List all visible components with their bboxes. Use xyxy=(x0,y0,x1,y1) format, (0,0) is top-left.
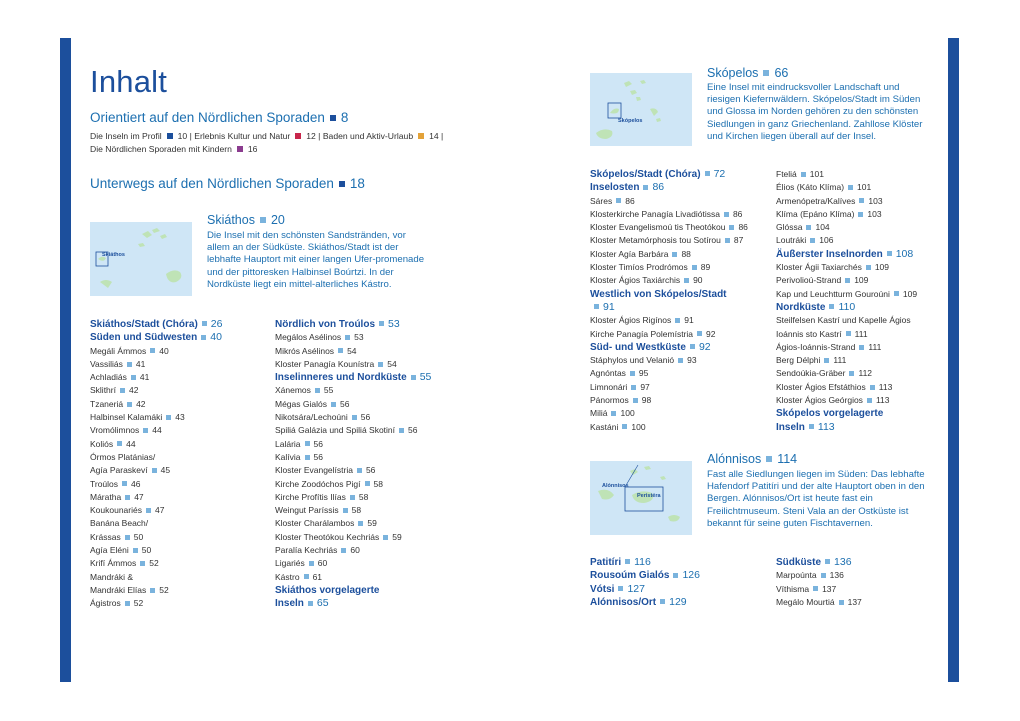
page-marker-icon xyxy=(308,601,313,606)
index-entry[interactable]: Achladiás 41 xyxy=(90,372,150,383)
index-entry[interactable]: Kloster Charálambos 59 xyxy=(275,518,377,529)
alonnisos-title[interactable]: Alónnisos 114 xyxy=(707,452,798,466)
page-marker-icon xyxy=(150,588,155,593)
index-heading[interactable]: Äußerster Inselnorden 108 xyxy=(776,247,914,260)
index-heading[interactable]: Skiáthos vorgelagerte xyxy=(275,584,380,596)
page-marker-icon xyxy=(846,331,851,336)
index-heading[interactable]: Alónnisos/Ort 129 xyxy=(590,595,687,608)
page-marker-icon xyxy=(611,411,616,416)
index-entry[interactable]: Ágistros 52 xyxy=(90,598,144,609)
unterwegs-heading[interactable]: Unterwegs auf den Nördlichen Sporaden 18 xyxy=(90,176,365,191)
index-heading[interactable]: 91 xyxy=(590,301,775,314)
page-marker-icon xyxy=(411,375,416,380)
page-marker-icon xyxy=(146,508,151,513)
index-entry[interactable]: Krássas 50 xyxy=(90,531,144,542)
index-entry[interactable]: Ágios-Ioánnis-Strand 111 xyxy=(776,341,882,352)
index-entry[interactable]: Spiliá Galázia und Spiliá Skotiní 56 xyxy=(275,425,418,436)
page-marker-icon xyxy=(724,212,729,217)
skopelos-map-label: Skópelos xyxy=(618,118,643,124)
index-heading[interactable]: Patitíri 116 xyxy=(590,556,651,568)
skiathos-title[interactable]: Skiáthos 20 xyxy=(207,213,285,227)
page-marker-icon xyxy=(150,348,155,353)
page-marker-icon xyxy=(338,348,343,353)
index-entry[interactable]: Kastáni 100 xyxy=(590,421,646,432)
page-marker-icon xyxy=(859,345,864,350)
page-marker-icon xyxy=(643,185,648,190)
index-entry[interactable]: Kirche Profítis Ilías 58 xyxy=(275,491,369,502)
page-marker-icon xyxy=(809,424,814,429)
page-marker-icon xyxy=(125,535,130,540)
index-heading[interactable]: Inselinneres und Nordküste 55 xyxy=(275,371,432,384)
skiathos-description: Die Insel mit den schönsten Sandstränden, vor allem an der Südküste. Skiáthos/Stadt ist der lebhafte Hauptort mit einer langen Ufer-promenade und der pittoresken Halbinsel Boúrtzi. In der Nordküste liegt ein mittel-alterliches Kástro. xyxy=(207,230,425,290)
index-heading[interactable]: Nördlich von Troúlos 53 xyxy=(275,318,400,330)
index-entry[interactable]: Vromólimnos 44 xyxy=(90,425,162,436)
index-entry[interactable]: Kloster Ágios Rigínos 91 xyxy=(590,315,694,326)
page-marker-icon xyxy=(821,573,826,578)
page-marker-icon xyxy=(352,415,357,420)
index-entry[interactable]: Élios (Káto Klíma) 101 xyxy=(776,182,872,193)
index-entry[interactable]: Vassiliás 41 xyxy=(90,358,146,369)
left-edge-bar xyxy=(60,38,71,682)
intro-page-number: 14 xyxy=(429,131,439,141)
color-marker-icon xyxy=(167,133,173,139)
page-marker-icon xyxy=(678,358,683,363)
intro-link[interactable]: Die Inseln im Profil xyxy=(90,131,162,141)
index-entry[interactable]: Berg Délphi 111 xyxy=(776,355,847,366)
skopelos-map xyxy=(590,73,692,146)
index-entry[interactable]: Stáphylos und Velanió 93 xyxy=(590,355,697,366)
index-entry[interactable]: Kloster Ágii Taxiarchés 109 xyxy=(776,262,890,273)
page-marker-icon xyxy=(383,535,388,540)
page-marker-icon xyxy=(131,375,136,380)
index-entry[interactable]: Kloster Ágios Taxiárchis 90 xyxy=(590,275,703,286)
index-entry[interactable]: Mikrós Asélinos 54 xyxy=(275,345,357,356)
index-entry[interactable]: Troúlos 46 xyxy=(90,478,141,489)
page-marker-icon xyxy=(117,441,122,446)
page-marker-icon xyxy=(870,385,875,390)
index-entry[interactable]: Paralía Kechriás 60 xyxy=(275,545,360,556)
index-heading[interactable]: Inseln 65 xyxy=(275,597,329,610)
page-marker-icon xyxy=(725,238,730,243)
intro-page-number: 10 xyxy=(177,131,188,141)
alonnisos-description: Fast alle Siedlungen liegen im Süden: Das lebhafte Hafendorf Patitíri und der alte Hauptort oben in den Bergen. Alónnisos/Ort ist heute fast ein Freilichtmuseum. Steni Vala an der Ostküste ist bekannt für seine guten Fischtavernen. xyxy=(707,469,925,529)
index-entry[interactable]: Kloster Ágios Geórgios 113 xyxy=(776,395,890,406)
index-entry[interactable]: Kloster Theotókou Kechriás 59 xyxy=(275,531,402,542)
index-entry[interactable]: Steilfelsen Kastrí und Kapelle Ágios xyxy=(776,315,911,326)
page-marker-icon xyxy=(829,304,834,309)
page-marker-icon xyxy=(305,455,310,460)
index-entry[interactable]: Megálo Mourtiá 137 xyxy=(776,596,862,607)
index-entry[interactable]: Kap und Leuchtturm Gouroúni 109 xyxy=(776,288,918,299)
page-marker-icon xyxy=(202,321,207,326)
index-entry[interactable]: Kástro 61 xyxy=(275,571,323,582)
index-entry[interactable]: Máratha 47 xyxy=(90,491,144,502)
page-title: Inhalt xyxy=(90,64,168,99)
index-entry[interactable]: Marpoúnta 136 xyxy=(776,570,844,581)
page-marker-icon xyxy=(858,212,863,217)
skopelos-index-col-1 xyxy=(590,168,775,434)
page-marker-icon xyxy=(331,402,336,407)
page-marker-icon xyxy=(825,559,830,564)
page-marker-icon xyxy=(127,362,132,367)
skiathos-index-col-1 xyxy=(90,318,270,611)
page-marker-icon xyxy=(305,441,310,446)
index-heading[interactable]: Inselosten 86 xyxy=(590,181,665,194)
index-entry[interactable]: Nikotsára/Lechoúni 56 xyxy=(275,412,371,423)
page-marker-icon xyxy=(345,335,350,340)
page-marker-icon xyxy=(859,198,864,203)
page-marker-icon xyxy=(824,358,829,363)
index-entry[interactable]: Kirche Panagía Polemístria 92 xyxy=(590,328,716,339)
index-entry[interactable]: Lalária 56 xyxy=(275,438,323,449)
index-entry[interactable]: Agía Paraskeví 45 xyxy=(90,465,171,476)
index-entry[interactable]: Megáli Ámmos 40 xyxy=(90,345,169,356)
page-marker-icon xyxy=(810,238,815,243)
page-marker-icon xyxy=(122,481,127,486)
page-marker-icon xyxy=(849,371,854,376)
index-heading[interactable]: Nordküste 110 xyxy=(776,300,856,313)
index-entry[interactable]: Kloster Ágios Efstáthios 113 xyxy=(776,381,893,392)
page-marker-icon xyxy=(358,521,363,526)
alonnisos-map xyxy=(590,461,692,535)
page-marker-icon xyxy=(127,402,132,407)
index-heading[interactable]: Skópelos/Stadt (Chóra) 72 xyxy=(590,168,726,180)
index-entry[interactable]: Banána Beach/ xyxy=(90,518,149,529)
index-entry[interactable]: Weingut Paríssis 58 xyxy=(275,505,362,516)
page-marker-icon xyxy=(125,495,130,500)
skopelos-index-col-2 xyxy=(776,168,951,434)
page-marker-icon xyxy=(672,252,677,257)
index-entry[interactable]: Kloster Agía Barbára 88 xyxy=(590,248,691,259)
page-marker-icon xyxy=(378,362,383,367)
index-entry[interactable]: Mandráki & xyxy=(90,571,133,582)
alonnisos-index-col-2 xyxy=(776,556,946,609)
page-marker-icon xyxy=(633,398,638,403)
intro-link[interactable]: Die Nördlichen Sporaden mit Kindern xyxy=(90,144,232,154)
intro-link[interactable]: Erlebnis Kultur und Natur xyxy=(194,131,291,141)
page-marker-icon xyxy=(848,185,853,190)
skiathos-index-col-2 xyxy=(275,318,455,611)
color-marker-icon xyxy=(418,133,424,139)
index-entry[interactable]: Kloster Timíos Prodrómos 89 xyxy=(590,262,711,273)
page-marker-icon xyxy=(125,601,130,606)
intro-link[interactable]: Baden und Aktiv-Urlaub xyxy=(322,131,414,141)
index-heading[interactable]: Skópelos vorgelagerte xyxy=(776,408,884,420)
index-heading[interactable]: Süd- und Westküste 92 xyxy=(590,340,711,353)
color-marker-icon xyxy=(237,146,243,152)
page-marker-icon xyxy=(867,398,872,403)
page-marker-icon xyxy=(806,225,811,230)
index-heading[interactable]: Südküste 136 xyxy=(776,556,852,568)
page-marker-icon xyxy=(622,424,627,429)
page-marker-icon xyxy=(705,171,710,176)
peristera-map-label: Peristéra xyxy=(637,493,661,499)
page-marker-icon xyxy=(845,278,850,283)
index-entry[interactable]: Sendoúkia-Gräber 112 xyxy=(776,368,873,379)
index-entry[interactable]: Kloster Evangelístria 56 xyxy=(275,465,376,476)
index-entry[interactable]: Kalívia 56 xyxy=(275,451,323,462)
page-marker-icon xyxy=(350,495,355,500)
index-heading[interactable]: Skiáthos/Stadt (Chóra) 26 xyxy=(90,318,223,330)
index-entry[interactable]: Koukounariés 47 xyxy=(90,505,165,516)
page-marker-icon xyxy=(675,318,680,323)
index-entry[interactable]: Mégas Gialós 56 xyxy=(275,398,350,409)
index-entry[interactable]: Órmos Platánias/ xyxy=(90,451,156,462)
alonnisos-index-col-1 xyxy=(590,556,770,609)
page-marker-icon xyxy=(866,265,871,270)
index-entry[interactable]: Fteliá 101 xyxy=(776,169,824,179)
page-marker-icon xyxy=(690,344,695,349)
index-entry[interactable]: Xánemos 55 xyxy=(275,385,334,396)
intro-page-number: 12 xyxy=(306,131,316,141)
alonnisos-map-label: Alónnisos xyxy=(602,483,629,489)
page-marker-icon xyxy=(309,561,314,566)
index-entry[interactable]: Kloster Panagía Kounístra 54 xyxy=(275,358,397,369)
index-entry[interactable]: Ioánnis sto Kastrí 111 xyxy=(776,328,868,339)
index-entry[interactable]: Kloster Evangelismoú tis Theotókou 86 xyxy=(590,222,748,233)
index-heading[interactable]: Inseln 113 xyxy=(776,420,835,433)
index-entry[interactable]: Koliós 44 xyxy=(90,438,136,449)
page-marker-icon xyxy=(887,251,892,256)
page-marker-icon xyxy=(357,468,362,473)
page-marker-icon xyxy=(152,468,157,473)
skiathos-map-label: Skiáthos xyxy=(102,252,125,258)
index-entry[interactable]: Mandráki Elías 52 xyxy=(90,584,169,595)
color-marker-icon xyxy=(295,133,301,139)
skiathos-map xyxy=(90,222,192,296)
page-marker-icon xyxy=(341,548,346,553)
page-marker-icon xyxy=(379,321,384,326)
page-marker-icon xyxy=(120,388,125,393)
index-entry[interactable]: Tzaneriá 42 xyxy=(90,398,146,409)
page-marker-icon xyxy=(684,278,689,283)
page-marker-icon xyxy=(140,561,145,566)
page-marker-icon xyxy=(616,198,621,203)
page-marker-icon xyxy=(631,385,636,390)
index-heading[interactable]: Vótsi 127 xyxy=(590,582,645,595)
page-marker-icon xyxy=(365,481,370,486)
page-marker-icon xyxy=(315,388,320,393)
index-entry[interactable]: Víthisma 137 xyxy=(776,583,837,594)
index-entry[interactable]: Krifí Ámmos 52 xyxy=(90,558,159,569)
index-heading[interactable]: Süden und Südwesten 40 xyxy=(90,331,222,344)
page-marker-icon xyxy=(399,428,404,433)
page-marker-icon xyxy=(201,335,206,340)
page-marker-icon xyxy=(630,371,635,376)
intro-line-1: Die Inseln im Profil 10 | Erlebnis Kultur und Natur 12 | Baden und Aktiv-Urlaub 14 | xyxy=(90,131,444,141)
page-marker-icon xyxy=(692,265,697,270)
page-marker-icon xyxy=(801,172,806,177)
index-entry[interactable]: Glóssa 104 xyxy=(776,222,830,233)
index-entry[interactable]: Agnóntas 95 xyxy=(590,368,649,379)
index-entry[interactable]: Ligariés 60 xyxy=(275,558,328,569)
page-marker-icon xyxy=(729,225,734,230)
page-marker-icon xyxy=(813,586,818,591)
page-marker-icon xyxy=(894,291,899,296)
page-marker-icon xyxy=(594,304,599,309)
page-marker-icon xyxy=(618,586,623,591)
skopelos-description: Eine Insel mit eindrucksvoller Landschaft und riesigen Kiefernwäldern. Skópelos/Stadt im Süden und Glossa im Norden gehören zu den schönsten Siedlungen in ganz Griechenland. Zahllose Klöster und Kirchen liegen überall auf der Insel. xyxy=(707,82,923,142)
index-heading[interactable]: Rousoúm Gialós 126 xyxy=(590,569,700,582)
page-marker-icon xyxy=(839,600,844,605)
page-marker-icon xyxy=(697,331,702,336)
index-entry[interactable]: Sklithrí 42 xyxy=(90,385,139,396)
page-marker-icon xyxy=(660,599,665,604)
intro-page-number: 16 xyxy=(247,144,258,154)
index-entry[interactable]: Sáres 86 xyxy=(590,195,635,206)
page-marker-icon xyxy=(673,573,678,578)
index-entry[interactable]: Limnonári 97 xyxy=(590,381,650,392)
index-entry[interactable]: Miliá 100 xyxy=(590,408,635,419)
index-entry[interactable]: Armenópetra/Kalíves 103 xyxy=(776,195,883,206)
page-marker-icon xyxy=(304,574,309,579)
page-marker-icon xyxy=(343,508,348,513)
page-marker-icon xyxy=(625,559,630,564)
index-entry[interactable]: Kloster Metamórphosis tou Sotírou 87 xyxy=(590,235,744,246)
index-entry[interactable]: Halbinsel Kalamáki 43 xyxy=(90,412,185,423)
index-entry[interactable]: Loutráki 106 xyxy=(776,235,834,246)
index-entry[interactable]: Klosterkirche Panagía Livadiótissa 86 xyxy=(590,208,743,219)
skopelos-title[interactable]: Skópelos 66 xyxy=(707,66,789,80)
index-entry[interactable]: Pánormos 98 xyxy=(590,395,652,406)
index-entry[interactable]: Klíma (Epáno Klíma) 103 xyxy=(776,208,882,219)
page-marker-icon xyxy=(166,415,171,420)
page-marker-icon xyxy=(143,428,148,433)
index-heading[interactable]: Westlich von Skópelos/Stadt xyxy=(590,288,727,300)
index-entry[interactable]: Megálos Asélinos 53 xyxy=(275,332,364,343)
index-entry[interactable]: Kirche Zoodóchos Pigí 58 xyxy=(275,478,383,489)
orient-heading[interactable]: Orientiert auf den Nördlichen Sporaden 8 xyxy=(90,110,349,125)
index-entry[interactable]: Perivolioú-Strand 109 xyxy=(776,275,869,286)
index-entry[interactable]: Agía Eléni 50 xyxy=(90,545,152,556)
intro-line-2 xyxy=(90,144,257,154)
page-marker-icon xyxy=(133,548,138,553)
